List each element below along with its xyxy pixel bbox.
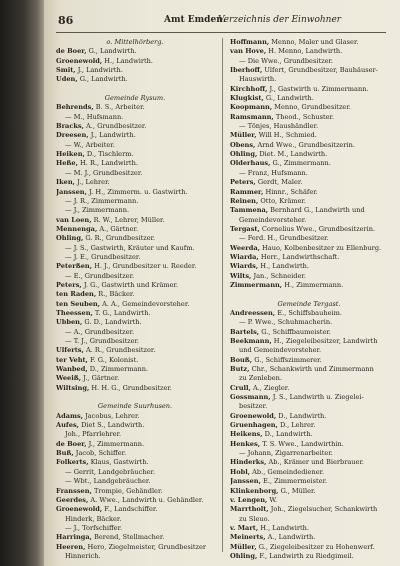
entry-description: J. G., Gastwirth und Krämer. [83, 280, 179, 289]
directory-entry [230, 150, 388, 159]
directory-entry [230, 141, 388, 150]
entry-name: de Boer, [56, 439, 87, 448]
entry-continuation: Hinderk, Bäcker. [65, 514, 122, 523]
directory-entry [230, 477, 388, 486]
entry-name: Iken, [56, 178, 75, 187]
blank-line [56, 393, 214, 402]
column-divider [222, 38, 223, 552]
entry-description: H., Landwirth. [260, 523, 309, 532]
directory-entry [56, 75, 214, 84]
entry-description: T. G., Landwirth. [94, 308, 151, 317]
entry-name: Müller, [230, 542, 257, 551]
entry-name: Andreessen, [230, 308, 276, 317]
directory-entry [56, 290, 214, 299]
entry-continuation: zu Sleuo. [239, 514, 270, 523]
entry-name: Ohling, [56, 234, 84, 243]
directory-entry [56, 159, 214, 168]
directory-entry [230, 393, 388, 402]
entry-continuation: Hinnerich. [65, 551, 101, 560]
entry-name: de Boer, [56, 47, 87, 56]
entry-description: Arnd Wwe., Grundbesitzerin. [257, 140, 355, 149]
directory-entry [230, 206, 388, 215]
entry-name: Hoffmann, [230, 38, 270, 46]
entry-description: Chr., Schankwirth und Zimmermann [251, 365, 374, 374]
book-spine [0, 0, 44, 566]
entry-description: D., Tischlerm. [86, 150, 134, 159]
directory-entry [56, 300, 214, 309]
entry-description: J., Zimmermann. [88, 439, 145, 448]
directory-entry [230, 505, 388, 514]
entry-description: A., Ziegler. [252, 383, 290, 392]
entry-name: Uden, [56, 75, 78, 84]
entry-name: Klinkenborg, [230, 486, 279, 495]
entry-description: G., Zimmermann. [272, 159, 331, 168]
entry-continuation: — M. J., Grundbesitzer. [65, 168, 143, 177]
section-heading: Gemeinde Suurhusen. [97, 402, 173, 411]
entry-continuation: — M., Hufsmann. [65, 112, 124, 121]
entry-name: Beekmann, [230, 337, 272, 345]
entry-description: A. Wwe., Landwirth u. Gehändler. [90, 495, 204, 504]
entry-continuation: — J. S., Gastwirth, Kräuter und Kaufm. [65, 243, 195, 252]
header-rule [56, 32, 386, 33]
directory-entry [230, 225, 388, 234]
directory-entry [56, 66, 214, 75]
directory-entry [230, 38, 388, 47]
entry-name: Wiltsing, [56, 383, 90, 392]
entry-name: Hobl, [230, 467, 251, 476]
page-subtitle: Verzeichnis der Einwohner [218, 15, 342, 25]
directory-entry [230, 244, 388, 253]
entry-name: Hinderks, [230, 458, 267, 467]
entry-description: G., Schiffszimmerer. [254, 355, 322, 364]
directory-entry [56, 234, 214, 243]
entry-description: W. [269, 495, 278, 504]
directory-entry [230, 440, 388, 449]
entry-description: F. G., Kolonist. [89, 355, 139, 364]
entry-description: Diet S., Landwirth. [81, 421, 145, 430]
directory-entry [56, 150, 214, 159]
entry-name: Buß, [56, 449, 74, 458]
entry-description: H. R., Landwirth. [80, 159, 138, 168]
entry-continuation: — A., Grundbesitzer. [65, 327, 135, 336]
entry-name: Janssen, [56, 187, 87, 196]
entry-description: G. D., Landwirth. [84, 318, 142, 327]
entry-continuation: — Gerrit, Landgebräucher. [65, 467, 155, 476]
entry-description: D., Landwirth. [278, 411, 327, 420]
page-number: 86 [58, 14, 74, 27]
entry-description: E., Schiffsbauheim. [277, 308, 342, 317]
entry-description: Ab., Krämer und Bierbrauer. [268, 458, 364, 467]
entry-name: Heeren, [56, 542, 86, 551]
entry-description: A., Landwirth. [267, 533, 316, 542]
directory-entry [56, 57, 214, 66]
entry-name: Janssen, [230, 477, 261, 486]
section-heading: Gemeinde Tergast. [277, 299, 341, 308]
entry-name: Wiards, [230, 262, 259, 271]
entry-continuation: — J. E., Grundbesitzer. [65, 252, 141, 261]
entry-continuation: — Johann, Zigarrenarbeiter. [239, 449, 333, 458]
directory-entry [56, 449, 214, 458]
entry-continuation: — Ferd. H., Grundbesitzer. [239, 234, 329, 243]
entry-name: Müller, [230, 131, 257, 140]
entry-description: Jan., Schneider. [253, 271, 306, 280]
entry-name: Rammer, [230, 187, 264, 196]
entry-description: R. W., Lehrer, Müller. [93, 215, 165, 224]
entry-description: H., Zimmermann. [284, 280, 344, 289]
directory-entry [230, 66, 388, 75]
entry-name: Aufes, [56, 421, 79, 430]
entry-name: Wiarda, [230, 252, 259, 261]
entry-continuation: — Die Wwe., Grundbesitzer. [239, 56, 333, 65]
directory-entry [230, 197, 388, 206]
entry-name: Harringa, [56, 533, 92, 542]
entry-name: v. Mart, [230, 523, 259, 532]
entry-name: Peters, [56, 280, 82, 289]
directory-entry [230, 487, 388, 496]
entry-name: Reinen, [230, 196, 259, 205]
directory-entry [230, 272, 388, 281]
directory-entry [56, 505, 214, 514]
entry-description: Jacob, Schiffer. [75, 449, 127, 458]
entry-description: G., Landwirth. [88, 47, 137, 56]
directory-entry [56, 365, 214, 374]
entry-description: J., Landwirth. [77, 66, 123, 75]
directory-entry [230, 328, 388, 337]
entry-name: Olderhaus, [230, 159, 271, 168]
entry-continuation: — Tönjes, Haushändler. [239, 122, 319, 131]
entry-description: Hinnr., Schäfer. [265, 187, 318, 196]
entry-description: Klaus, Gastwirth. [90, 458, 149, 467]
entry-name: ter Veht, [56, 355, 88, 364]
directory-entry [56, 496, 214, 505]
directory-entry [230, 458, 388, 467]
entry-name: Butz, [230, 365, 250, 374]
book-page [44, 0, 400, 566]
entry-name: v. Lengen, [230, 495, 268, 504]
entry-name: Klugkist, [230, 94, 264, 103]
entry-continuation: — J., Torfschiffer. [65, 523, 123, 532]
entry-description: G. R., Grundbesitzer. [85, 234, 156, 243]
directory-entry [230, 113, 388, 122]
entry-name: Ubben, [56, 318, 83, 327]
directory-entry [56, 374, 214, 383]
entry-name: Gruenhagen, [230, 421, 278, 430]
directory-entry [56, 487, 214, 496]
directory-entry [230, 188, 388, 197]
entry-description: G., Müller. [280, 486, 316, 495]
entry-name: ten Raden, [56, 290, 97, 299]
entry-name: Bartels, [230, 327, 260, 336]
directory-entry [230, 94, 388, 103]
directory-entry [230, 253, 388, 262]
entry-name: Bracks, [56, 122, 84, 131]
entry-continuation: Hauswirth. [239, 75, 277, 84]
entry-description: Will H., Schmied. [258, 131, 317, 140]
entry-name: Weeiß, [56, 374, 82, 383]
entry-name: Tammena, [230, 206, 269, 215]
directory-entry [56, 131, 214, 140]
directory-entry [230, 356, 388, 365]
entry-continuation: — W., Arbeiter. [65, 140, 115, 149]
entry-name: Weerda, [230, 243, 260, 252]
entry-description: J., Gastwirth u. Zimmermann. [269, 84, 369, 93]
directory-entry [230, 421, 388, 430]
section-heading: o. Mittelhörberg. [106, 38, 164, 46]
directory-entry [56, 178, 214, 187]
entry-description: Otto, Krämer. [260, 196, 306, 205]
section-heading: Gemeinde Rysum. [104, 94, 166, 103]
entry-description: D., Landwirth. [264, 430, 313, 439]
entry-description: H., Landwirth. [260, 262, 309, 271]
entry-description: J. H., Zimmerm. u. Gastwirth. [89, 187, 188, 196]
entry-name: Folkerts, [56, 458, 89, 467]
entry-description: Ulfert, Grundbesitzer, Bauhäuser- [264, 66, 378, 75]
entry-description: Joh., Ziegelsucher, Schankwirth [270, 505, 378, 514]
directory-entry [230, 384, 388, 393]
entry-name: Gossmann, [230, 393, 271, 402]
entry-continuation: zu Zenleben. [239, 374, 283, 383]
entry-name: Peterßen, [56, 262, 92, 271]
entry-description: Diet. M., Landwirth. [259, 150, 328, 159]
blank-line [230, 290, 388, 299]
entry-name: Mennenga, [56, 224, 98, 233]
entry-description: Trompie, Gehändler. [93, 486, 163, 495]
entry-description: Menno, Grundbesitzer. [274, 103, 351, 112]
directory-entry [56, 309, 214, 318]
entry-name: Wilts, [230, 271, 252, 280]
entry-name: Heiken, [56, 150, 85, 159]
entry-description: Ab., Gemeindediener. [252, 467, 325, 476]
page-title: Amt Emden. [164, 15, 226, 25]
entry-name: ten Seuben, [56, 299, 100, 308]
entry-name: Tergast, [230, 224, 260, 233]
left-column [56, 38, 214, 561]
entry-name: Peters, [230, 178, 256, 187]
entry-description: Gerdt, Maler. [257, 178, 303, 187]
entry-name: Ulferts, [56, 346, 84, 355]
directory-entry [56, 225, 214, 234]
entry-description: Bernhard G., Landwirth und [270, 206, 365, 215]
entry-continuation: — J., Zimmermann. [65, 206, 130, 215]
directory-entry [56, 346, 214, 355]
directory-entry [56, 533, 214, 542]
entry-description: B. S., Arbeiter. [95, 103, 145, 112]
entry-description: A., Grundbesitzer. [86, 122, 147, 131]
directory-entry [56, 188, 214, 197]
directory-entry [230, 159, 388, 168]
directory-entry [56, 440, 214, 449]
entry-name: Ohling, [230, 150, 258, 159]
directory-entry [56, 318, 214, 327]
directory-entry [230, 262, 388, 271]
entry-description: Berend, Stellmacher. [94, 533, 165, 542]
directory-entry [56, 122, 214, 131]
entry-continuation: — E., Grundbesitzer. [65, 271, 135, 280]
entry-name: Wanbed, [56, 365, 88, 374]
directory-entry [230, 309, 388, 318]
entry-description: D., Zimmermann. [89, 365, 149, 374]
entry-description: H. Menno, Landwirth. [268, 47, 343, 56]
entry-name: van Loen, [56, 215, 92, 224]
entry-name: Bouß, [230, 355, 253, 364]
entry-continuation: Joh., Pfarrlehrer. [65, 430, 122, 439]
entry-name: Crull, [230, 383, 251, 392]
page-header [44, 14, 400, 30]
entry-description: E., Zimmermeister. [263, 477, 328, 486]
entry-name: Heße, [56, 159, 78, 168]
entry-description: A., Gärtner. [99, 224, 139, 233]
directory-entry [230, 365, 388, 374]
entry-name: Ohling, [230, 551, 258, 560]
entry-name: Behrends, [56, 103, 94, 112]
entry-description: G., Landwirth. [79, 75, 128, 84]
entry-description: J., Gärtner. [83, 374, 120, 383]
right-column [230, 38, 388, 561]
directory-entry [56, 216, 214, 225]
entry-name: Henkes, [230, 439, 260, 448]
entry-description: Theod., Schuster. [275, 112, 335, 121]
entry-continuation: — T. J., Grundbesitzer. [65, 337, 140, 345]
entry-description: F., Landwirth zu Riedgimeil. [259, 551, 354, 560]
entry-name: Ramsmann, [230, 112, 274, 121]
entry-description: Herr., Landwirthschaft. [260, 252, 340, 261]
entry-name: Groenewold, [56, 505, 103, 514]
directory-entry [56, 103, 214, 112]
directory-entry [230, 552, 388, 561]
directory-entry [56, 543, 214, 552]
directory-entry [230, 337, 388, 346]
entry-continuation: besitzer. [239, 402, 268, 411]
directory-entry [230, 412, 388, 421]
directory-entry [230, 430, 388, 439]
blank-line [56, 85, 214, 94]
entry-continuation: — J. R., Zimmermann. [65, 196, 139, 205]
entry-description: Jacobus, Lehrer. [85, 411, 140, 420]
entry-description: H., Landwirth. [104, 56, 154, 65]
entry-description: A. R., Grundbesitzer. [85, 346, 156, 355]
entry-description: Cornelius Wwe., Grundbesitzerin. [261, 224, 376, 233]
entry-description: H. J., Grundbesitzer u. Reeder. [94, 262, 197, 271]
entry-name: Zimmermann, [230, 280, 283, 289]
entry-continuation: und Gemeindevorsteher. [239, 346, 322, 355]
entry-description: F., Landschiffer. [104, 505, 158, 514]
entry-description: G., Landwirth. [265, 94, 314, 103]
entry-description: H. H. G., Grundbesitzer. [91, 383, 172, 392]
directory-entry [230, 468, 388, 477]
entry-description: G., Schiffbaumeister. [261, 327, 331, 336]
entry-description: Hauo, Kolbenbesitzer zu Ellenburg. [262, 243, 382, 252]
entry-name: Heikens, [230, 430, 263, 439]
entry-description: R., Bäcker. [98, 290, 135, 299]
directory-entry [56, 262, 214, 271]
directory-entry [230, 543, 388, 552]
directory-entry [56, 384, 214, 393]
entry-name: Geerdes, [56, 495, 89, 504]
directory-entry [56, 281, 214, 290]
entry-name: Iberhoff, [230, 66, 263, 75]
directory-entry [230, 47, 388, 56]
entry-description: A. A., Gemeindevorsteher. [102, 299, 190, 308]
entry-description: T. S. Wwe., Landwirthin. [262, 439, 344, 448]
directory-entry [56, 356, 214, 365]
directory-entry [230, 85, 388, 94]
directory-entry [56, 47, 214, 56]
entry-description: J., Lehrer. [77, 178, 110, 187]
directory-entry [230, 281, 388, 290]
entry-name: Dreesen, [56, 131, 89, 140]
directory-entry [230, 178, 388, 187]
entry-name: Meinerts, [230, 533, 266, 542]
entry-name: Obens, [230, 140, 256, 149]
entry-continuation: Gemeindevorsteher. [239, 215, 307, 224]
entry-continuation: — Franz, Hufsmann. [239, 168, 308, 177]
directory-entry [56, 412, 214, 421]
entry-name: Kirchhoff, [230, 84, 268, 93]
entry-description: J. S., Landwirth u. Ziegelei- [272, 393, 364, 402]
directory-entry [56, 458, 214, 467]
directory-entry [230, 496, 388, 505]
directory-entry [230, 533, 388, 542]
directory-entry [56, 421, 214, 430]
entry-name: Marrtholt, [230, 505, 269, 514]
directory-entry [230, 524, 388, 533]
entry-name: van Hove, [230, 47, 267, 56]
entry-continuation: — Wbt., Landgebräucher. [65, 477, 151, 486]
entry-description: Menno, Maler und Glaser. [271, 38, 359, 46]
directory-entry [230, 131, 388, 140]
entry-description: Hero, Ziegelmeister, Grundbesitzer [87, 542, 207, 551]
entry-name: Franssen, [56, 486, 92, 495]
entry-name: Adams, [56, 411, 83, 420]
entry-name: Groenewold, [230, 411, 277, 420]
entry-description: D., Lehrer. [279, 421, 316, 430]
entry-continuation: — P. Wwe., Schuhmacherin. [239, 318, 333, 327]
entry-name: Theessen, [56, 308, 93, 317]
entry-description: G., Ziegeleibesitzer zu Hohenwerf. [258, 542, 375, 551]
directory-entry [230, 103, 388, 112]
entry-description: H., Ziegeleibesitzer, Landwirth [273, 337, 378, 345]
entry-description: J., Landwirth. [90, 131, 136, 140]
entry-name: Koopmann, [230, 103, 273, 112]
entry-name: Groenewold, [56, 56, 103, 65]
entry-name: Smit, [56, 66, 76, 75]
